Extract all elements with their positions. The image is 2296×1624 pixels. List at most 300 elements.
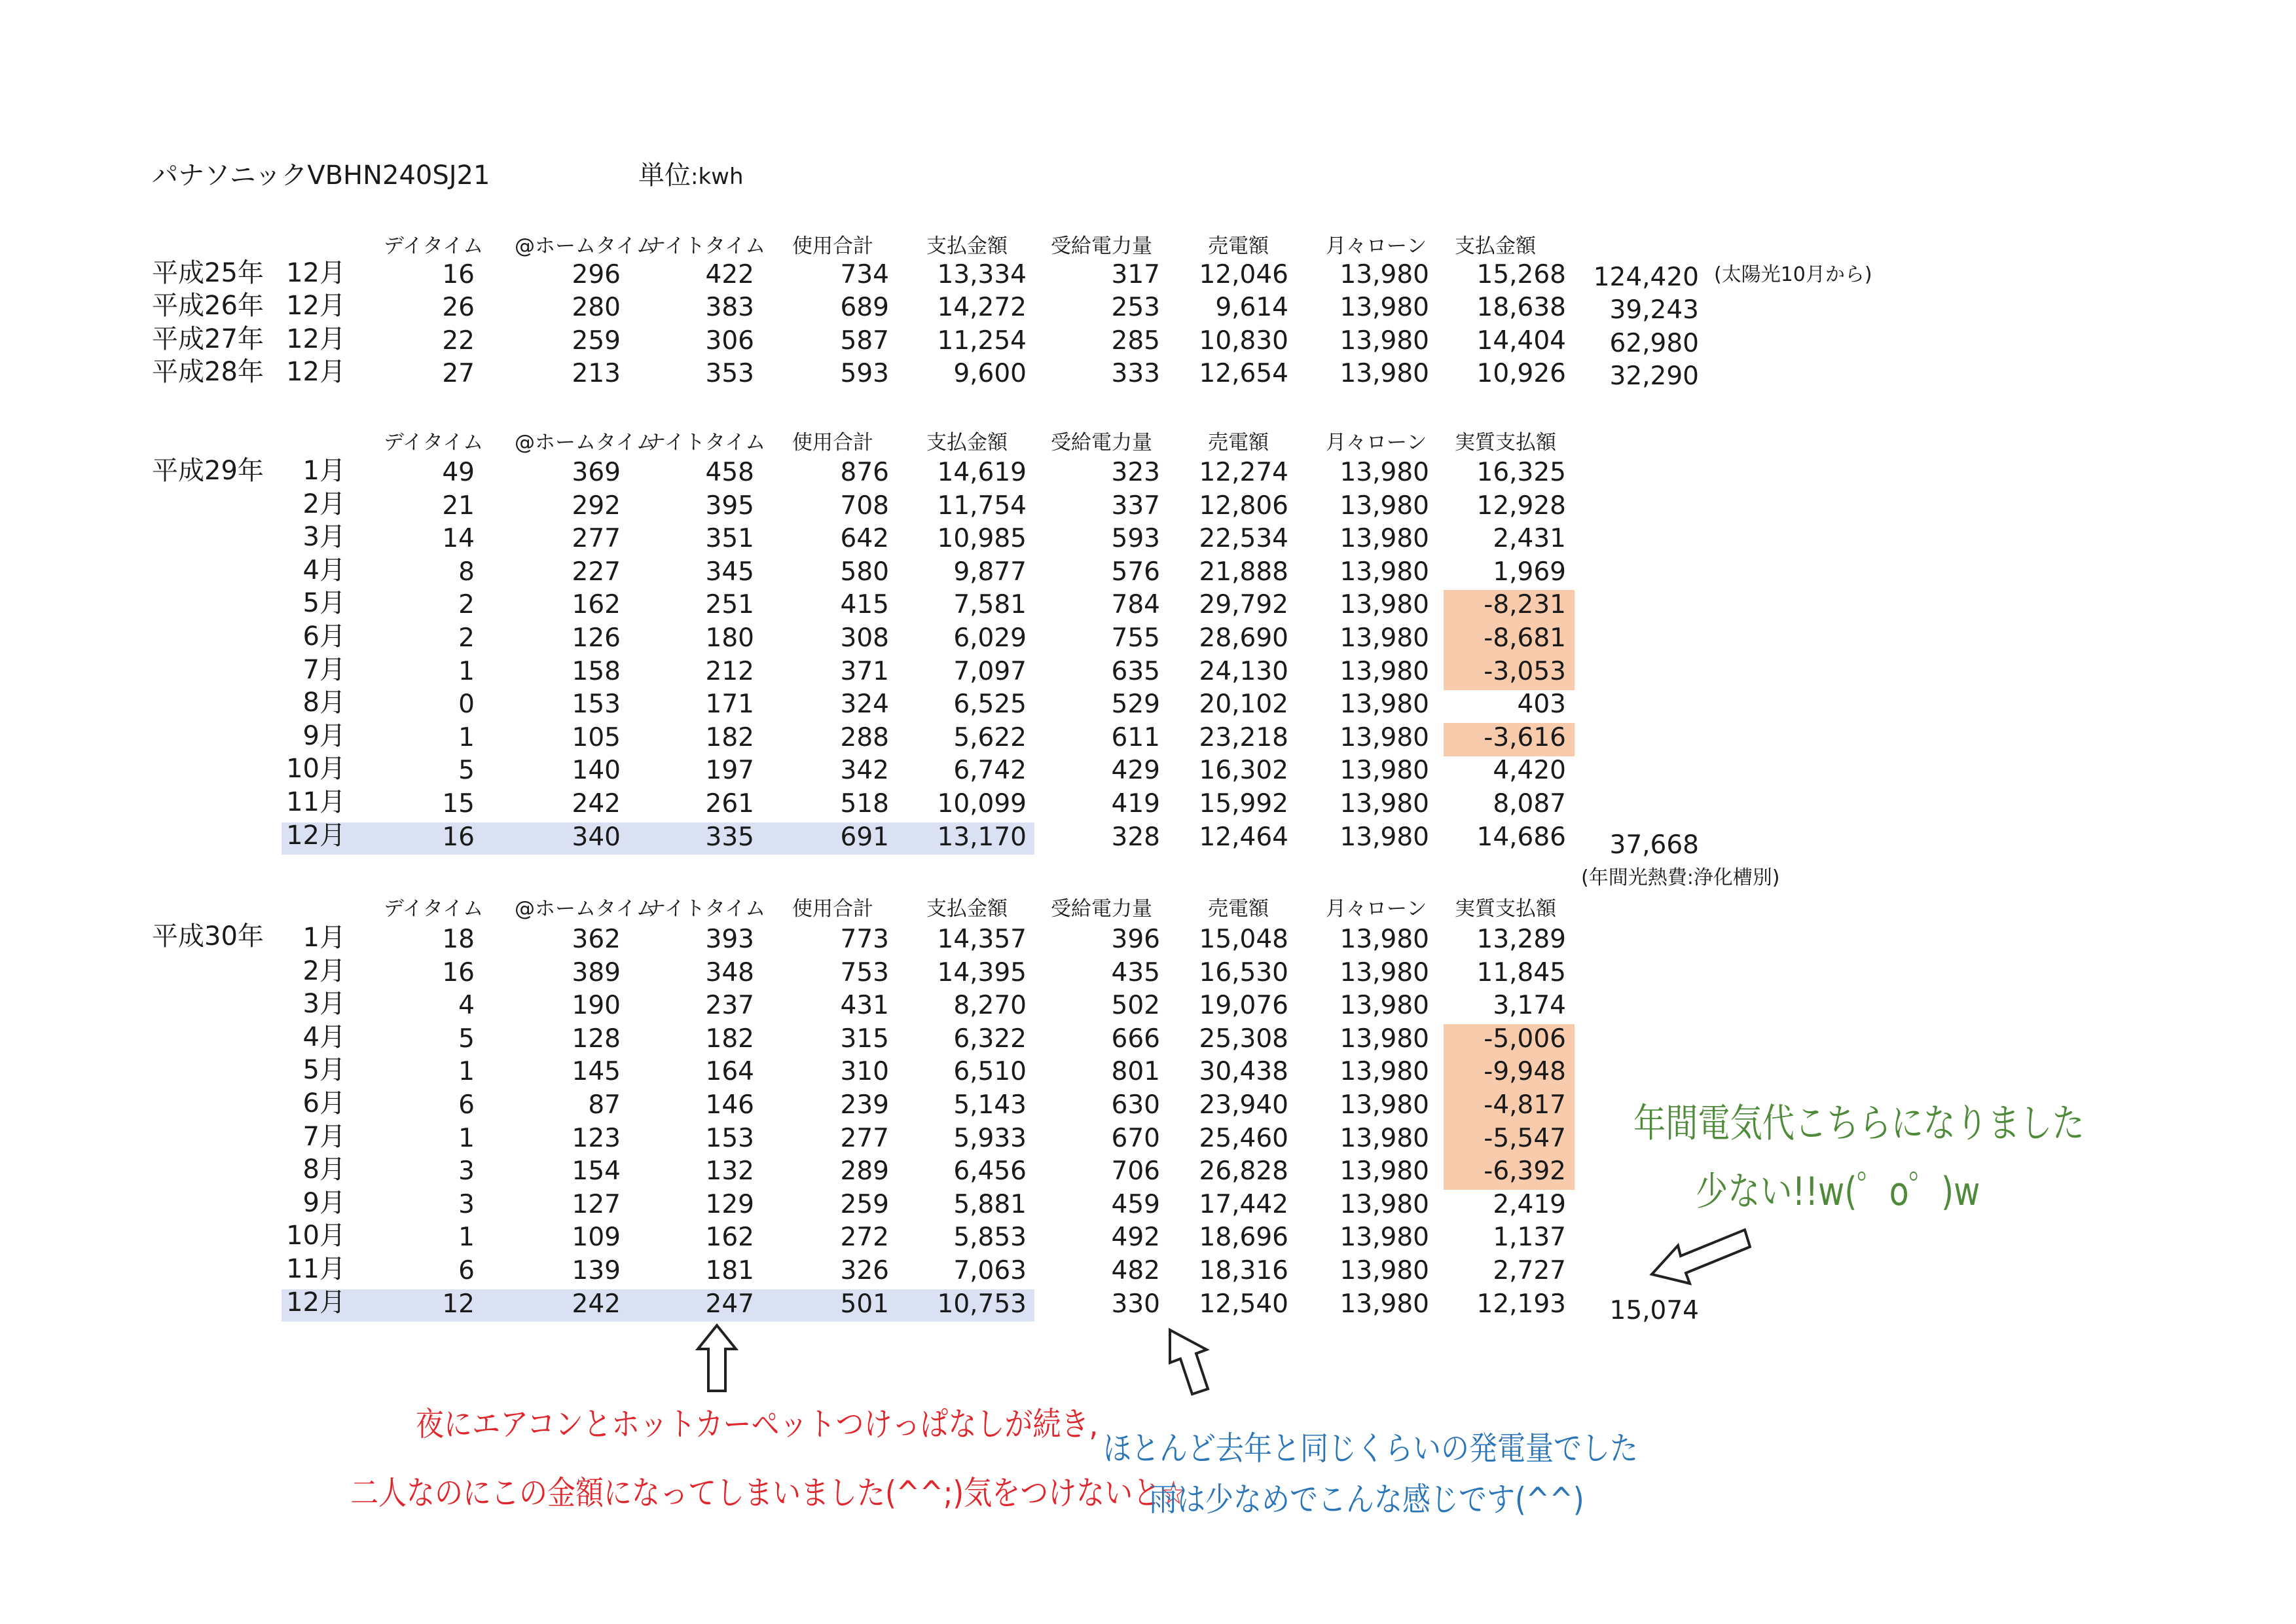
- table-cell: 14,686: [1476, 822, 1566, 852]
- table-cell: 21: [442, 491, 475, 521]
- table-cell: 251: [705, 590, 754, 619]
- left-arrow-icon: [1647, 1218, 1751, 1290]
- table-cell: 13,980: [1339, 590, 1429, 619]
- unit-label-text: 単位: [638, 160, 691, 191]
- table-cell: 9,614: [1215, 293, 1288, 322]
- column-header: 月々ローン: [1326, 234, 1427, 258]
- table-cell: 16: [442, 260, 475, 289]
- table-cell: 337: [1111, 491, 1160, 521]
- month-label: 12月: [286, 324, 346, 354]
- table-cell: -8,681: [1484, 623, 1566, 653]
- table-cell: 6: [458, 1256, 475, 1285]
- table-cell: 13,980: [1339, 1223, 1429, 1252]
- table-cell: 4: [458, 991, 475, 1020]
- annotation-green-line1: 年間電気代こちらになりました: [1633, 1101, 2085, 1147]
- table-cell: 2,431: [1493, 524, 1566, 553]
- year-label: 平成29年: [152, 456, 264, 486]
- month-label: 5月: [302, 1055, 346, 1085]
- table-cell: 310: [840, 1057, 889, 1086]
- table-cell: 396: [1111, 925, 1160, 954]
- table-cell: 6,510: [953, 1057, 1027, 1086]
- table-cell: 123: [572, 1124, 621, 1153]
- month-label: 12月: [286, 258, 346, 288]
- table-cell: 642: [840, 524, 889, 553]
- month-label: 4月: [302, 555, 346, 585]
- column-header: @ホームタイム: [515, 431, 657, 454]
- table-cell: 8,270: [953, 991, 1027, 1020]
- table-cell: 12,464: [1199, 822, 1288, 852]
- table-cell: 162: [705, 1223, 754, 1252]
- table-cell: 13,170: [937, 822, 1027, 852]
- table-cell: 4,420: [1493, 756, 1566, 785]
- table-cell: 261: [705, 789, 754, 819]
- table-cell: 435: [1111, 958, 1160, 987]
- table-cell: 105: [572, 723, 621, 752]
- table-cell: -9,948: [1484, 1057, 1566, 1086]
- table-cell: 13,980: [1339, 925, 1429, 954]
- table-cell: 1: [458, 1057, 475, 1086]
- table-cell: 371: [840, 657, 889, 686]
- table-cell: 13,980: [1339, 690, 1429, 719]
- table-cell: -4,817: [1484, 1090, 1566, 1120]
- table-cell: 587: [840, 326, 889, 356]
- table-cell: 289: [840, 1156, 889, 1186]
- table-cell: 5: [458, 756, 475, 785]
- column-header: 支払金額: [1455, 234, 1536, 258]
- table-cell: 403: [1517, 690, 1566, 719]
- column-header: 売電額: [1208, 897, 1269, 921]
- annotation-blue-line1: ほとんど去年と同じくらいの発電量でした: [1103, 1430, 1638, 1467]
- table-cell: 277: [572, 524, 621, 553]
- table-cell: 6,322: [953, 1024, 1027, 1054]
- table-cell: 13,980: [1339, 756, 1429, 785]
- month-label: 1月: [302, 456, 346, 486]
- annual-total: 15,074: [1609, 1296, 1699, 1325]
- table-cell: 13,980: [1339, 326, 1429, 356]
- table-cell: 14,357: [937, 925, 1027, 954]
- table-cell: -6,392: [1484, 1156, 1566, 1186]
- table-cell: 501: [840, 1289, 889, 1319]
- table-cell: 12,046: [1199, 260, 1288, 289]
- column-header: 支払金額: [926, 897, 1008, 921]
- table-cell: 14,395: [937, 958, 1027, 987]
- table-cell: 2: [458, 590, 475, 619]
- table-cell: 362: [572, 925, 621, 954]
- month-label: 2月: [302, 489, 346, 519]
- table-cell: 16: [442, 822, 475, 852]
- table-cell: 128: [572, 1024, 621, 1054]
- table-cell: 753: [840, 958, 889, 987]
- table-cell: 422: [705, 260, 754, 289]
- table-cell: 328: [1111, 822, 1160, 852]
- table-cell: 26: [442, 293, 475, 322]
- table-cell: 5,853: [953, 1223, 1027, 1252]
- year-label: 平成26年: [152, 291, 264, 321]
- table-cell: -3,053: [1484, 657, 1566, 686]
- annotation-blue-line2: 雨は少なめでこんな感じです(^^): [1149, 1481, 1584, 1519]
- table-cell: 6,742: [953, 756, 1027, 785]
- table-cell: 369: [572, 458, 621, 487]
- table-cell: 11,254: [937, 326, 1027, 356]
- table-cell: 12,928: [1476, 491, 1566, 521]
- table-cell: 666: [1111, 1024, 1160, 1054]
- table-cell: 8,087: [1493, 789, 1566, 819]
- table-cell: 237: [705, 991, 754, 1020]
- table-cell: 129: [705, 1190, 754, 1219]
- table-cell: 5,933: [953, 1124, 1027, 1153]
- table-cell: 317: [1111, 260, 1160, 289]
- table-cell: 296: [572, 260, 621, 289]
- column-header: 支払金額: [926, 234, 1008, 258]
- month-label: 12月: [286, 1287, 346, 1318]
- table-cell: 482: [1111, 1256, 1160, 1285]
- table-cell: 611: [1111, 723, 1160, 752]
- table-cell: 13,980: [1339, 1057, 1429, 1086]
- total-note: (太陽光10月から): [1714, 263, 1872, 286]
- table-cell: 164: [705, 1057, 754, 1086]
- table-cell: 1: [458, 1223, 475, 1252]
- month-label: 12月: [286, 291, 346, 321]
- table-cell: 10,099: [937, 789, 1027, 819]
- table-cell: 9,600: [953, 359, 1027, 388]
- column-header: 使用合計: [792, 431, 873, 454]
- table-cell: 140: [572, 756, 621, 785]
- month-label: 8月: [302, 688, 346, 718]
- table-cell: 734: [840, 260, 889, 289]
- month-label: 3月: [302, 522, 346, 552]
- table-cell: 253: [1111, 293, 1160, 322]
- table-cell: 459: [1111, 1190, 1160, 1219]
- document-title: パナソニックVBHN240SJ21: [152, 160, 490, 191]
- table-cell: 801: [1111, 1057, 1160, 1086]
- table-cell: 239: [840, 1090, 889, 1120]
- table-cell: 1: [458, 1124, 475, 1153]
- table-cell: 315: [840, 1024, 889, 1054]
- month-label: 3月: [302, 989, 346, 1019]
- month-label: 6月: [302, 621, 346, 652]
- table-cell: 13,980: [1339, 1190, 1429, 1219]
- table-cell: 8: [458, 557, 475, 587]
- table-cell: 635: [1111, 657, 1160, 686]
- table-cell: 292: [572, 491, 621, 521]
- up-arrow-icon: [694, 1323, 740, 1395]
- column-header: ナイトタイム: [646, 234, 766, 258]
- table-cell: 13,980: [1339, 822, 1429, 852]
- table-cell: 109: [572, 1223, 621, 1252]
- table-cell: 3,174: [1493, 991, 1566, 1020]
- table-cell: 23,940: [1199, 1090, 1288, 1120]
- table-cell: 518: [840, 789, 889, 819]
- column-header: 実質支払額: [1455, 897, 1556, 921]
- table-cell: 333: [1111, 359, 1160, 388]
- column-header: ナイトタイム: [646, 431, 766, 454]
- table-cell: 87: [588, 1090, 621, 1120]
- table-cell: 342: [840, 756, 889, 785]
- table-cell: 12,274: [1199, 458, 1288, 487]
- table-cell: 26,828: [1199, 1156, 1288, 1186]
- year-label: 平成30年: [152, 921, 264, 951]
- table-cell: 13,980: [1339, 1024, 1429, 1054]
- table-cell: 28,690: [1199, 623, 1288, 653]
- table-cell: 127: [572, 1190, 621, 1219]
- annual-total: 124,420: [1593, 263, 1699, 292]
- table-cell: 330: [1111, 1289, 1160, 1319]
- table-cell: 593: [840, 359, 889, 388]
- table-cell: 12,193: [1476, 1289, 1566, 1319]
- table-cell: -5,547: [1484, 1124, 1566, 1153]
- table-cell: 132: [705, 1156, 754, 1186]
- annotation-green-line2: 少ない!!w(゜o゜)w: [1696, 1169, 1980, 1215]
- table-cell: 6,525: [953, 690, 1027, 719]
- table-cell: 529: [1111, 690, 1160, 719]
- table-cell: 158: [572, 657, 621, 686]
- table-cell: 10,753: [937, 1289, 1027, 1319]
- table-cell: 182: [705, 723, 754, 752]
- year-label: 平成25年: [152, 258, 264, 288]
- table-cell: 502: [1111, 991, 1160, 1020]
- table-cell: 708: [840, 491, 889, 521]
- table-cell: 197: [705, 756, 754, 785]
- table-cell: 10,830: [1199, 326, 1288, 356]
- table-cell: 16,530: [1199, 958, 1288, 987]
- column-header: ナイトタイム: [646, 897, 766, 921]
- table-cell: 7,581: [953, 590, 1027, 619]
- table-cell: 689: [840, 293, 889, 322]
- month-label: 7月: [302, 655, 346, 685]
- table-cell: 23,218: [1199, 723, 1288, 752]
- table-cell: 13,980: [1339, 260, 1429, 289]
- table-cell: 15,268: [1476, 260, 1566, 289]
- table-cell: 12,654: [1199, 359, 1288, 388]
- table-cell: 153: [572, 690, 621, 719]
- table-cell: 2,727: [1493, 1256, 1566, 1285]
- table-cell: 2: [458, 623, 475, 653]
- table-cell: 580: [840, 557, 889, 587]
- column-header: 実質支払額: [1455, 431, 1556, 454]
- table-cell: 5: [458, 1024, 475, 1054]
- table-cell: 389: [572, 958, 621, 987]
- table-cell: 340: [572, 822, 621, 852]
- table-cell: 1: [458, 723, 475, 752]
- table-cell: -3,616: [1484, 723, 1566, 752]
- table-cell: 5,622: [953, 723, 1027, 752]
- table-cell: 17,442: [1199, 1190, 1288, 1219]
- table-cell: 16,302: [1199, 756, 1288, 785]
- month-label: 2月: [302, 956, 346, 986]
- table-cell: 755: [1111, 623, 1160, 653]
- table-cell: 227: [572, 557, 621, 587]
- table-cell: 13,980: [1339, 657, 1429, 686]
- table-cell: 15,048: [1199, 925, 1288, 954]
- table-cell: 0: [458, 690, 475, 719]
- table-cell: 12,540: [1199, 1289, 1288, 1319]
- column-header: 月々ローン: [1326, 897, 1427, 921]
- table-cell: 27: [442, 359, 475, 388]
- table-cell: 145: [572, 1057, 621, 1086]
- total-note: (年間光熱費:浄化槽別): [1581, 866, 1780, 889]
- table-cell: 6,029: [953, 623, 1027, 653]
- annual-total: 37,668: [1609, 830, 1699, 860]
- table-cell: 139: [572, 1256, 621, 1285]
- table-cell: 383: [705, 293, 754, 322]
- column-header: 使用合計: [792, 234, 873, 258]
- table-cell: 2,419: [1493, 1190, 1566, 1219]
- annual-total: 39,243: [1609, 295, 1699, 325]
- table-cell: 154: [572, 1156, 621, 1186]
- column-header: 受給電力量: [1051, 234, 1152, 258]
- table-cell: 13,980: [1339, 491, 1429, 521]
- table-cell: 20,102: [1199, 690, 1288, 719]
- table-cell: 13,980: [1339, 557, 1429, 587]
- table-cell: 190: [572, 991, 621, 1020]
- table-cell: 171: [705, 690, 754, 719]
- unit-value: :kwh: [691, 164, 744, 190]
- table-cell: 182: [705, 1024, 754, 1054]
- table-cell: 12: [442, 1289, 475, 1319]
- table-cell: 7,097: [953, 657, 1027, 686]
- table-cell: 11,845: [1476, 958, 1566, 987]
- table-cell: 212: [705, 657, 754, 686]
- table-cell: 280: [572, 293, 621, 322]
- table-cell: 14: [442, 524, 475, 553]
- table-cell: 213: [572, 359, 621, 388]
- table-cell: 670: [1111, 1124, 1160, 1153]
- table-cell: 13,980: [1339, 293, 1429, 322]
- month-label: 10月: [286, 1221, 346, 1251]
- month-label: 11月: [286, 1254, 346, 1284]
- table-cell: 593: [1111, 524, 1160, 553]
- table-cell: 10,926: [1476, 359, 1566, 388]
- table-cell: 146: [705, 1090, 754, 1120]
- table-cell: 13,289: [1476, 925, 1566, 954]
- table-cell: 576: [1111, 557, 1160, 587]
- year-label: 平成27年: [152, 324, 264, 354]
- table-cell: 16,325: [1476, 458, 1566, 487]
- up-arrow-icon-2: [1156, 1326, 1214, 1398]
- table-cell: 259: [840, 1190, 889, 1219]
- table-cell: 18: [442, 925, 475, 954]
- table-cell: 14,272: [937, 293, 1027, 322]
- table-cell: 277: [840, 1124, 889, 1153]
- table-cell: 21,888: [1199, 557, 1288, 587]
- table-cell: 6,456: [953, 1156, 1027, 1186]
- table-cell: 30,438: [1199, 1057, 1288, 1086]
- column-header: 受給電力量: [1051, 897, 1152, 921]
- table-cell: 24,130: [1199, 657, 1288, 686]
- table-cell: 18,696: [1199, 1223, 1288, 1252]
- table-cell: 306: [705, 326, 754, 356]
- column-header: @ホームタイム: [515, 234, 657, 258]
- table-cell: 13,980: [1339, 359, 1429, 388]
- table-cell: 13,980: [1339, 1090, 1429, 1120]
- year-label: 平成28年: [152, 357, 264, 387]
- table-cell: 5,143: [953, 1090, 1027, 1120]
- table-cell: 326: [840, 1256, 889, 1285]
- month-label: 4月: [302, 1022, 346, 1052]
- table-cell: 348: [705, 958, 754, 987]
- table-cell: 458: [705, 458, 754, 487]
- table-cell: 9,877: [953, 557, 1027, 587]
- month-label: 8月: [302, 1154, 346, 1185]
- table-cell: 14,619: [937, 458, 1027, 487]
- table-cell: 706: [1111, 1156, 1160, 1186]
- month-label: 12月: [286, 821, 346, 851]
- table-cell: 126: [572, 623, 621, 653]
- table-cell: 13,980: [1339, 1124, 1429, 1153]
- table-cell: -5,006: [1484, 1024, 1566, 1054]
- table-cell: 3: [458, 1190, 475, 1219]
- table-cell: 1,137: [1493, 1223, 1566, 1252]
- table-cell: 13,980: [1339, 958, 1429, 987]
- annotation-red-line1: 夜にエアコンとホットカーペットつけっぱなしが続き,: [416, 1405, 1099, 1443]
- table-cell: -8,231: [1484, 590, 1566, 619]
- table-cell: 13,980: [1339, 1289, 1429, 1319]
- column-header: デイタイム: [384, 234, 484, 258]
- annotation-red-line2: 二人なのにこの金額になってしまいました(^^;)気をつけないと☆: [350, 1474, 1186, 1512]
- table-cell: 13,980: [1339, 1256, 1429, 1285]
- column-header: デイタイム: [384, 897, 484, 921]
- column-header: デイタイム: [384, 431, 484, 454]
- table-cell: 353: [705, 359, 754, 388]
- table-cell: 1: [458, 657, 475, 686]
- table-cell: 29,792: [1199, 590, 1288, 619]
- table-cell: 15: [442, 789, 475, 819]
- month-label: 5月: [302, 588, 346, 618]
- column-header: 売電額: [1208, 234, 1269, 258]
- table-cell: 18,638: [1476, 293, 1566, 322]
- table-cell: 13,980: [1339, 458, 1429, 487]
- month-label: 9月: [302, 1188, 346, 1218]
- table-cell: 14,404: [1476, 326, 1566, 356]
- month-label: 11月: [286, 787, 346, 817]
- table-cell: 15,992: [1199, 789, 1288, 819]
- month-label: 9月: [302, 721, 346, 751]
- table-cell: 25,460: [1199, 1124, 1288, 1153]
- table-cell: 16: [442, 958, 475, 987]
- table-cell: 1,969: [1493, 557, 1566, 587]
- table-cell: 345: [705, 557, 754, 587]
- table-cell: 162: [572, 590, 621, 619]
- table-cell: 242: [572, 789, 621, 819]
- table-cell: 784: [1111, 590, 1160, 619]
- annual-total: 32,290: [1609, 361, 1699, 391]
- table-cell: 3: [458, 1156, 475, 1186]
- month-label: 7月: [302, 1122, 346, 1152]
- table-cell: 876: [840, 458, 889, 487]
- table-cell: 13,334: [937, 260, 1027, 289]
- table-cell: 429: [1111, 756, 1160, 785]
- column-header: 受給電力量: [1051, 431, 1152, 454]
- table-cell: 630: [1111, 1090, 1160, 1120]
- table-cell: 415: [840, 590, 889, 619]
- month-label: 1月: [302, 923, 346, 953]
- table-cell: 10,985: [937, 524, 1027, 553]
- table-cell: 22,534: [1199, 524, 1288, 553]
- table-cell: 308: [840, 623, 889, 653]
- table-cell: 180: [705, 623, 754, 653]
- table-cell: 247: [705, 1289, 754, 1319]
- table-cell: 6: [458, 1090, 475, 1120]
- table-cell: 7,063: [953, 1256, 1027, 1285]
- table-cell: 288: [840, 723, 889, 752]
- table-cell: 419: [1111, 789, 1160, 819]
- table-cell: 13,980: [1339, 991, 1429, 1020]
- column-header: @ホームタイム: [515, 897, 657, 921]
- table-cell: 242: [572, 1289, 621, 1319]
- annual-total: 62,980: [1609, 329, 1699, 358]
- table-cell: 259: [572, 326, 621, 356]
- column-header: 使用合計: [792, 897, 873, 921]
